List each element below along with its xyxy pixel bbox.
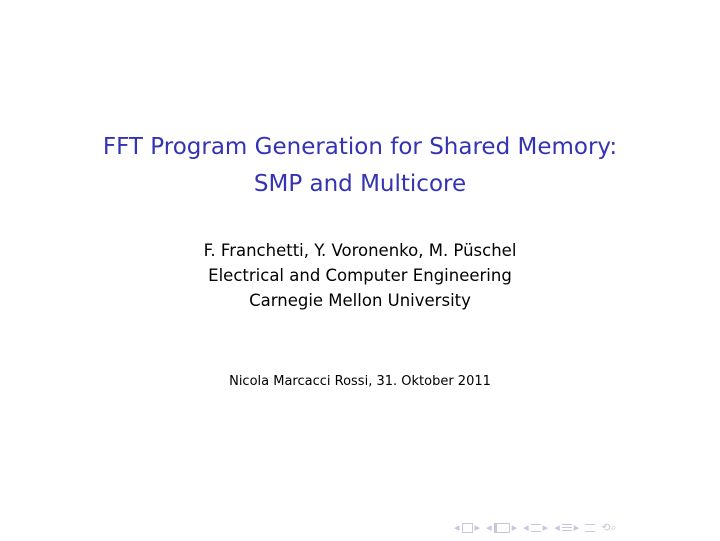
nav-slide-group <box>454 521 480 535</box>
nav-frame-next-icon[interactable]: ▸ <box>511 521 518 534</box>
nav-section-prev-icon[interactable]: ◂ <box>554 521 560 534</box>
nav-section-icon[interactable] <box>562 524 572 533</box>
author-university: Carnegie Mellon University <box>249 291 471 310</box>
nav-frame-prev-icon[interactable]: ◂ <box>486 521 492 534</box>
slide-title-line-2: SMP and Multicore <box>253 171 467 197</box>
presenter-date: Nicola Marcacci Rossi, 31. Oktober 2011 <box>229 374 491 389</box>
nav-frame-group <box>486 521 517 535</box>
nav-frame-icon[interactable] <box>494 523 510 533</box>
nav-slide-prev-icon[interactable]: ◂ <box>454 521 460 534</box>
author-department: Electrical and Computer Engineering <box>208 266 512 285</box>
nav-section-group <box>554 521 579 535</box>
nav-subsection-prev-icon[interactable]: ◂ <box>523 521 529 534</box>
beamer-navigation-bar <box>454 521 617 535</box>
nav-subsection-group <box>523 521 548 535</box>
nav-slide-next-icon[interactable]: ▸ <box>474 521 481 534</box>
nav-search-icon[interactable]: ⟲⌕ <box>601 521 617 534</box>
slide-title-line-1: FFT Program Generation for Shared Memory: <box>102 134 618 160</box>
nav-subsection-icon[interactable] <box>531 524 541 532</box>
nav-slide-icon[interactable] <box>462 523 473 533</box>
nav-subsection-next-icon[interactable]: ▸ <box>542 521 549 534</box>
nav-section-next-icon[interactable]: ▸ <box>573 521 580 534</box>
nav-toc-icon[interactable] <box>585 524 595 532</box>
author-names: F. Franchetti, Y. Voronenko, M. Püschel <box>203 241 517 260</box>
